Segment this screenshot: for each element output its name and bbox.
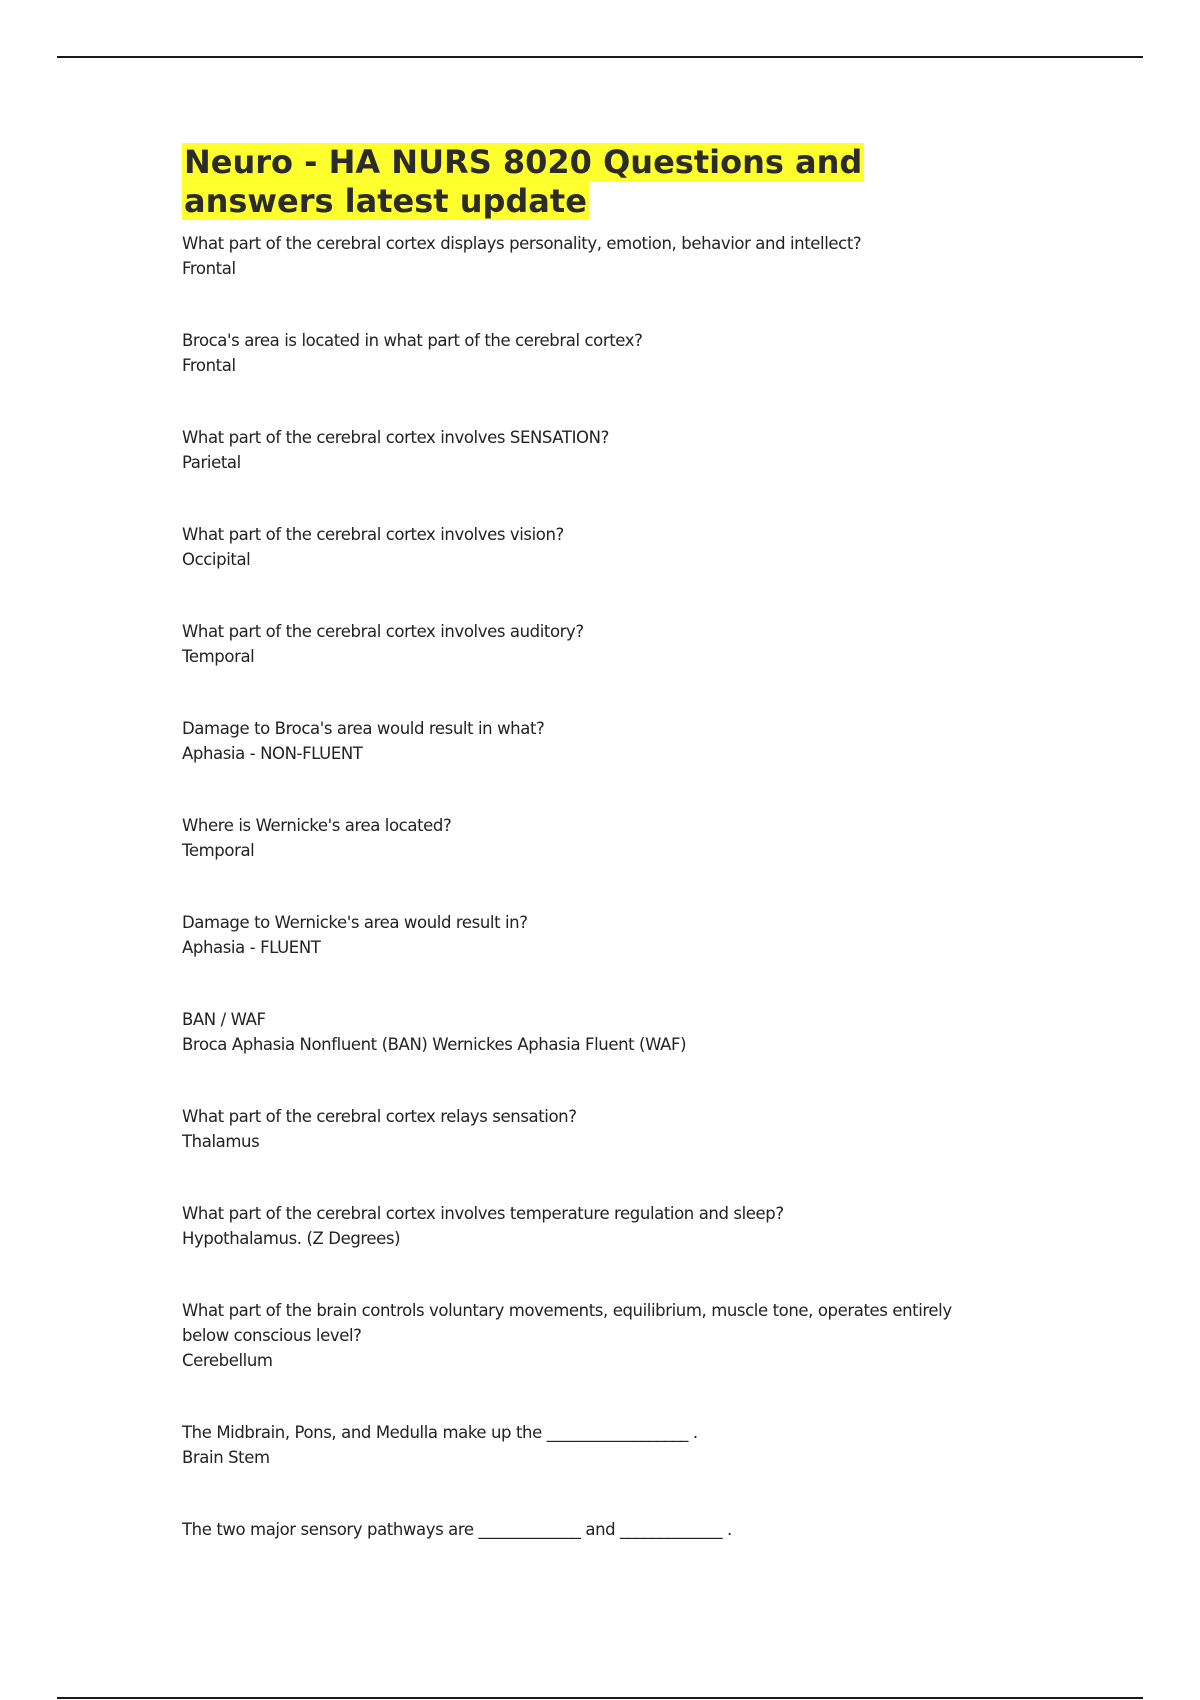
answer-text: Aphasia - FLUENT: [182, 938, 321, 957]
qa-item: [182, 328, 1082, 378]
qa-item: [182, 1517, 1082, 1542]
qa-item: [182, 1420, 1082, 1470]
qa-item: [182, 1201, 1082, 1251]
question-text: BAN / WAF: [182, 1010, 266, 1029]
qa-item: [182, 522, 1082, 572]
answer-text: Temporal: [182, 841, 255, 860]
answer-text: Brain Stem: [182, 1448, 270, 1467]
question-text: Damage to Wernicke's area would result in?: [182, 913, 528, 932]
answer-text: Frontal: [182, 356, 236, 375]
document-title: [182, 143, 902, 221]
question-text: Broca's area is located in what part of the cerebral cortex?: [182, 331, 643, 350]
answer-text: Frontal: [182, 259, 236, 278]
qa-item: [182, 910, 1082, 960]
answer-text: Hypothalamus. (Z Degrees): [182, 1229, 401, 1248]
answer-text: Aphasia - NON-FLUENT: [182, 744, 363, 763]
question-text: What part of the brain controls voluntary movements, equilibrium, muscle tone, operates entirely below conscious level?: [182, 1301, 957, 1345]
question-text: The Midbrain, Pons, and Medulla make up the __________________ .: [182, 1423, 698, 1442]
question-text: What part of the cerebral cortex involves vision?: [182, 525, 564, 544]
question-text: Where is Wernicke's area located?: [182, 816, 452, 835]
qa-item: [182, 813, 1082, 863]
question-text: What part of the cerebral cortex involves temperature regulation and sleep?: [182, 1204, 784, 1223]
qa-item: [182, 619, 1082, 669]
qa-item: [182, 425, 1082, 475]
question-text: What part of the cerebral cortex displays personality, emotion, behavior and intellect?: [182, 234, 862, 253]
question-text: What part of the cerebral cortex relays sensation?: [182, 1107, 577, 1126]
question-text: The two major sensory pathways are _____________ and _____________ .: [182, 1520, 732, 1539]
answer-text: Broca Aphasia Nonfluent (BAN) Wernickes Aphasia Fluent (WAF): [182, 1035, 687, 1054]
answer-text: Parietal: [182, 453, 241, 472]
document-body: [182, 143, 1082, 1589]
answer-text: Occipital: [182, 550, 251, 569]
answer-text: Cerebellum: [182, 1351, 273, 1370]
answer-text: Temporal: [182, 647, 255, 666]
qa-item: [182, 1104, 1082, 1154]
title-highlight: Neuro - HA NURS 8020 Questions and answers latest update: [184, 143, 863, 220]
footer-rule: [57, 1697, 1143, 1699]
header-rule: [57, 56, 1143, 58]
qa-item: [182, 1298, 1082, 1373]
qa-item: [182, 716, 1082, 766]
question-text: What part of the cerebral cortex involves auditory?: [182, 622, 584, 641]
qa-item: [182, 231, 1082, 281]
qa-item: [182, 1007, 1082, 1057]
answer-text: Thalamus: [182, 1132, 260, 1151]
question-text: What part of the cerebral cortex involves SENSATION?: [182, 428, 609, 447]
question-text: Damage to Broca's area would result in what?: [182, 719, 545, 738]
